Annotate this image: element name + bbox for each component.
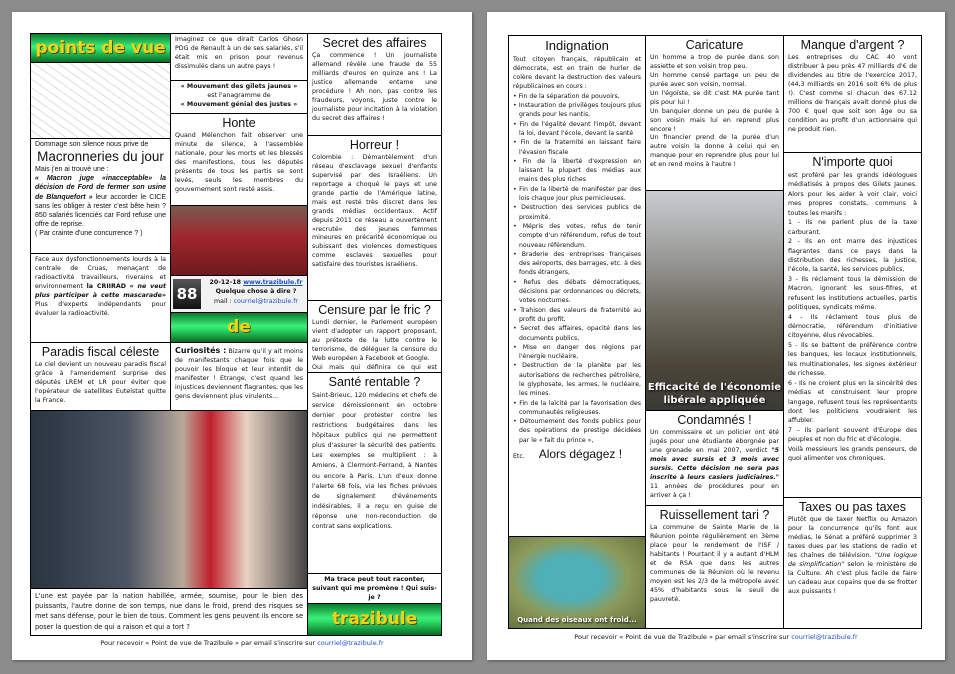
- list-item: • Détournement des fonds publics pour des opérations de prestige décidées par le « fait du prince »,: [513, 417, 641, 445]
- footer-email-link[interactable]: courriel@trazibule.fr: [791, 633, 858, 641]
- body: Les entreprises du CAC 40 vont distribuer à peu près 47 milliards d'€ de dividendes au titre de l'exercice 2017, (44,3 milliards en 2016 soit 6% de plus !). C'est comme si chacun des 67.12 millions de français avait donné plus de 700 € quel que soit son âge ou sa condition au profit d'un actionnaire qui ne produit rien.: [788, 54, 917, 133]
- footer-text: Pour recevoir « Point de vue de Trazibule » par email s'inscrire sur: [100, 639, 318, 647]
- article-title: Honte: [222, 116, 256, 130]
- article-title: Caricature: [685, 38, 744, 52]
- body: Saint-Brieuc, 120 médecins et chefs de service démissionnent en octobre dernier pour protester contre les restrictions budgétaires dans les hôpitaux publics qui ne permettent plus d'assurer la sécurité des patients. Les exemples se multiplient : à Amiens, à Clermont-Ferrand, à Nantes ou encore à Paris. L'un d'eux donne l'alerte 68 fois, via les fiches prévues de signalement d'événements indésirables, il a reçu en guise de réponse une non-reconduction de contrat sans explications.: [312, 392, 437, 530]
- banner-de: [170, 312, 308, 343]
- article-horreur: [307, 135, 442, 301]
- body2: selon le ministère de la Culture. Ah c'est plus facile de faire un cadeau aux copains que de se frotter aux puissants !: [788, 560, 917, 595]
- website-link[interactable]: www.trazibule.fr: [243, 279, 303, 286]
- point: 1 - Ils ne parlent plus de la taxe carburant.: [788, 219, 917, 236]
- article-title: Secret des affaires: [322, 36, 427, 50]
- line: est l'anagramme de: [207, 91, 271, 99]
- birds-photo: [508, 536, 646, 629]
- question: Quelque chose à dire ?: [215, 288, 297, 296]
- line: « Mouvement génial des justes »: [180, 100, 298, 108]
- banner-title: trazibule: [331, 609, 418, 630]
- article-title: Taxes ou pas taxes: [798, 500, 906, 514]
- body: La commune de Sainte Marie de la Réunion pointe régulièrement en 3ème place pour le rendement de l'ISF / habitants ! Pourtant il y a autant d'HLM et de RSA que dans les autres communes de la Réunion où le revenu moyen est les 2/3 de la métropole avec 45% d'habitants sous le seuil de pauvreté.: [650, 524, 779, 603]
- body: Ça commence ! Un journaliste allemand révèle une fraude de 55 milliards d'euros en quinze ans ! La justice allemande entame une procédure ! Ah non, pas contre les fraudeurs, voyons, juste contre le journaliste pour incitation à la violation du secret des affaires !: [312, 52, 437, 122]
- list-item: • Trahison des valeurs de fraternité au profit du profit,: [513, 306, 641, 325]
- article-nimporte-quoi: [783, 152, 922, 498]
- closing: Voilà messieurs les grands penseurs, de quoi alimenter vos chroniques.: [788, 445, 917, 463]
- footer-left: [12, 639, 472, 647]
- quote: "Une logique de simplification": [788, 551, 917, 568]
- article-manque-argent: [783, 35, 922, 153]
- photo-caption: [30, 588, 308, 636]
- body: leur accorder le CICE sans les obliger à rester c'est bête hein ? 850 salariés licenciés car Ford refuse une offre de reprise.: [35, 193, 166, 228]
- paragraph: Un banquier donne un peu de purée à son voisin mais lui en reprend plus encore !: [650, 107, 779, 133]
- article-ghosn: [170, 33, 308, 81]
- paragraph: Un l'égoïste, se dit c'est MA purée tant pis pour lui !: [650, 89, 779, 106]
- article-title: Indignation: [545, 38, 609, 53]
- riddle-text: Ma trace peut tout raconter, suivant qui me promène ! Qui suis-je ?: [312, 576, 437, 601]
- point: 4 - Ils réclament tous plus de démocratie, référendum d'initiative citoyenne, élus révocables.: [788, 313, 917, 340]
- list-item: • Fin de la liberté d'expression en laissant la plupart des médias aux mains des plus riches: [513, 157, 641, 185]
- article-macronneries: [30, 138, 171, 254]
- list-item: • Destruction de la planète par les autorisations de recherches pétrolière, le glyphosate, les armes, le nucléaire, les mines.: [513, 361, 641, 398]
- caption-text: L'une est payée par la nation habillée, armée, soumise, pour le bien des puissants, l'autre donne de son temps, nue dans le froid, prend des risques se met sans défense, pour le bien de tous. Comment les gens peuvent ils encore se poser la question de qui a raison et qui a tort ?: [35, 592, 303, 631]
- footer-right: [487, 633, 945, 641]
- article-sante: [307, 372, 442, 574]
- body: Un commissaire et un policier ont été jugés pour une étudiante éborgnée par une grenade en mai 2007, verdict: [650, 429, 779, 454]
- body: Bizarre qu'il y ait moins de manifestants chaque fois que le pouvoir les bloque et leur interdit de manifester ! Etrange, c'est quand les injustices deviennent flagrantes, que les gens deviennent plus virulents...: [175, 348, 304, 400]
- article-title: Ruissellement tari ?: [659, 508, 770, 522]
- email-link[interactable]: courriel@trazibule.fr: [233, 297, 299, 305]
- article-title: Condamnés !: [677, 413, 752, 427]
- intro: Tout citoyen français, républicain et démocrate, est en train de hurler de colère devant la destruction des valeurs républicaines en cours :: [513, 55, 641, 91]
- list-item: • Fin de la séparation de pouvoirs,: [513, 92, 641, 101]
- article-censure: [307, 300, 442, 373]
- banner-title: de: [227, 317, 251, 338]
- list-item: • Braderie des entreprises françaises des aéroports, des barrages, etc. à des fonds étrangers,: [513, 250, 641, 278]
- body2: Oui mais qui définira ce qui est: [312, 363, 437, 371]
- article-taxes: [783, 497, 922, 629]
- quote: « ne veut plus participer à cette mascarade»: [35, 282, 166, 299]
- label: Curiosités :: [175, 346, 227, 355]
- list-item: • Mépris des votes, refus de tenir compte d'un référendum, refus de tout nouveau référendum.: [513, 222, 641, 250]
- footer-email-link[interactable]: courriel@trazibule.fr: [317, 639, 384, 647]
- body: Lundi dernier, le Parlement européen vient d'adopter un rapport proposant, au prétexte de la lutte contre le terrorisme, de déléguer la censure du Web européen à Facebook et Google.: [312, 319, 437, 362]
- banner-trazibule: [307, 603, 442, 636]
- paragraph: Un homme a trop de purée dans son assiette et son voisin trop peu.: [650, 54, 779, 70]
- aside: ( Par crainte d'une concurrence ? ): [35, 229, 143, 237]
- anagram-box: [170, 80, 308, 114]
- intro: est proféré par les grands idéologues médiatisés à propos des Gilets Jaunes. Alors pour les aider à voir clair, voici mes propres constats, communs à toutes les manifs :: [788, 172, 917, 217]
- quote: « Macron juge «inacceptable» la décision de Ford de fermer son usine de Blanquefort »: [35, 175, 166, 201]
- issue-number: 88: [173, 279, 201, 309]
- article-indignation: [508, 35, 646, 537]
- article-honte: [170, 113, 308, 206]
- slum-photo: [645, 190, 784, 411]
- article-curiosites: [170, 342, 308, 411]
- cartoon-image: [30, 62, 171, 139]
- list-item: • Destruction des services publics de proximité.: [513, 203, 641, 222]
- org-name: la CRIIRAD: [86, 282, 126, 290]
- mail-label: mail :: [213, 297, 234, 305]
- list-item: • Fin de la liberté de manifester par des lois chaque jour plus pernicieuses.: [513, 185, 641, 204]
- article-title: Santé rentable ?: [328, 375, 421, 389]
- photo-caption: Efficacité de l'économie libérale appliquée: [647, 382, 782, 406]
- quote: "5 mois avec sursis et 3 mois avec sursis. Cette décision ne sera pas inscrite à leurs casiers judiciaires.": [650, 446, 779, 481]
- article-secret-affaires: [307, 33, 442, 136]
- point: 5 - Ils se battent de préférence contre les banques, les locaux institutionnels, les multinationales, les signes extérieur de richesse.: [788, 341, 917, 378]
- article-ruissellement: [645, 505, 784, 629]
- point: 3 - Ils réclament tous la démission de Macron, ignorant les sous-fifres, et refusent les institutions actuelles, partis politiques, syndicats même.: [788, 275, 917, 312]
- lead: Mais j'en ai trouvé une :: [35, 166, 109, 174]
- body2: Plus d'experts indépendants pour évaluer la radioactivité.: [35, 300, 166, 317]
- list-item: • Fin de l'égalité devant l'impôt, devant la loi, devant l'école, devant la santé: [513, 120, 641, 139]
- article-title: Paradis fiscal céleste: [41, 345, 160, 359]
- protest-photo: [30, 410, 308, 589]
- banner-title: points de vue: [35, 37, 166, 58]
- body: Quand Mélenchon fait observer une minute de silence, à l'assemblée nationale, pour les morts et les blessés des manifestions, tous les députés présents de tous les partis se sont levés, seuls les membres du gouvernement sont resté assis.: [175, 132, 303, 193]
- line: « Mouvement des gilets jaunes »: [180, 83, 298, 90]
- article-title: Censure par le fric ?: [318, 303, 431, 317]
- footer-text: Pour recevoir « Point de vue de Trazibule » par email s'inscrire sur: [574, 633, 792, 641]
- body: Face aux dysfonctionnements lourds à la centrale de Cruas, menaçant de radioactivité travailleurs, riverains et environnement: [35, 256, 166, 290]
- body: Plutôt que de taxer Netflix ou Amazon pour la concurrence qu'ils font aux médias, le Sénat a préféré supprimer 3 taxes dues par les stations de radio et les chaînes de télévision.: [788, 516, 917, 559]
- body2: 11 années de procédures pour en arriver à ça !: [650, 482, 779, 499]
- list-item: • Fin de la laïcité par la favorisation des communautés religieuses.: [513, 399, 641, 418]
- list-item: • Refus des débats démocratiques, décisions par ordonnances ou décrets, votes nocturnes.: [513, 278, 641, 306]
- closing: Alors dégagez !: [538, 447, 623, 462]
- article-caricature: [645, 35, 784, 191]
- article-criirad: [30, 253, 171, 343]
- point: 2 - Ils en ont marre des injustices flagrantes dans ce pays dans la distribution des richesses, la justice, l'école, la santé, les services publics,: [788, 238, 917, 274]
- article-title: Manque d'argent ?: [800, 38, 905, 52]
- paragraph: Un financier prend de la purée d'un autre voisin la donne à celui qui en manque pour en reprendre plus pour lui et en rend moins à l'autre !: [650, 134, 779, 169]
- article-condamnes: [645, 410, 784, 506]
- article-title: N'importe quoi: [812, 155, 893, 169]
- point: 7 – Ils parlent souvent d'Europe des peuples et non du fric et d'écologie.: [788, 426, 917, 444]
- issue-box: [170, 275, 308, 313]
- list-item: • Instauration de privilèges toujours plus grands pour les nantis,: [513, 101, 641, 120]
- assembly-photo: [170, 205, 308, 276]
- list-item: • Fin de la fraternité en laissant faire l'évasion fiscale: [513, 138, 641, 157]
- list-item: • Mise en danger des régions par l'énergie nucléaire,: [513, 343, 641, 362]
- body: Imaginez ce que dirait Carlos Ghosn PDG de Renault à un de ses salariés, s'il était mis en prison pour revenus dissimulés dans un autre pays !: [175, 36, 303, 70]
- list-item: • Secret des affaires, opacité dans les documents publics,: [513, 324, 641, 343]
- banner-points-de-vue: [30, 33, 171, 63]
- article-paradis-fiscal: [30, 342, 171, 411]
- issue-date: 20-12-18: [209, 279, 241, 286]
- point: 6 - Ils ne croient plus en la sincérité des médias et construisent leur propre langage, refusent tous les représentants dont les politiciens voudraient les affubler.: [788, 379, 917, 425]
- body: Le ciel devient un nouveau paradis fiscal grâce à l'amendement surprise des députés LREM et LR pour éviter que l'opérateur de satellites Eutelstat quitte la France.: [35, 361, 166, 404]
- paragraph: Un homme censé partage un peu de purée avec son voisin, normal.: [650, 71, 779, 88]
- article-title: Macronneries du jour: [37, 149, 164, 165]
- intro: Dommage son silence nous prive de: [35, 141, 149, 148]
- article-title: Horreur !: [349, 138, 400, 152]
- photo-caption: Quand des oiseaux ont froid...: [517, 615, 637, 624]
- grievance-list: [513, 92, 641, 445]
- body: Colombie : Démantèlement d'un réseau d'esclavage sexuel d'enfants supervisé par des Israéliens. Un reportage a choqué le pays et une grande partie de l'Amérique latine, mais est resté très discret dans les grands médias occidentaux. Actif depuis 2011 ce réseau a ouvertement «recruté» des jeunes femmes mineures en précarité économique ou subissant des violences domestiques comme esclaves sexuelles pour satisfaire des touristes israéliens.: [312, 154, 437, 269]
- etc: Etc.: [513, 453, 525, 461]
- riddle: [307, 573, 442, 604]
